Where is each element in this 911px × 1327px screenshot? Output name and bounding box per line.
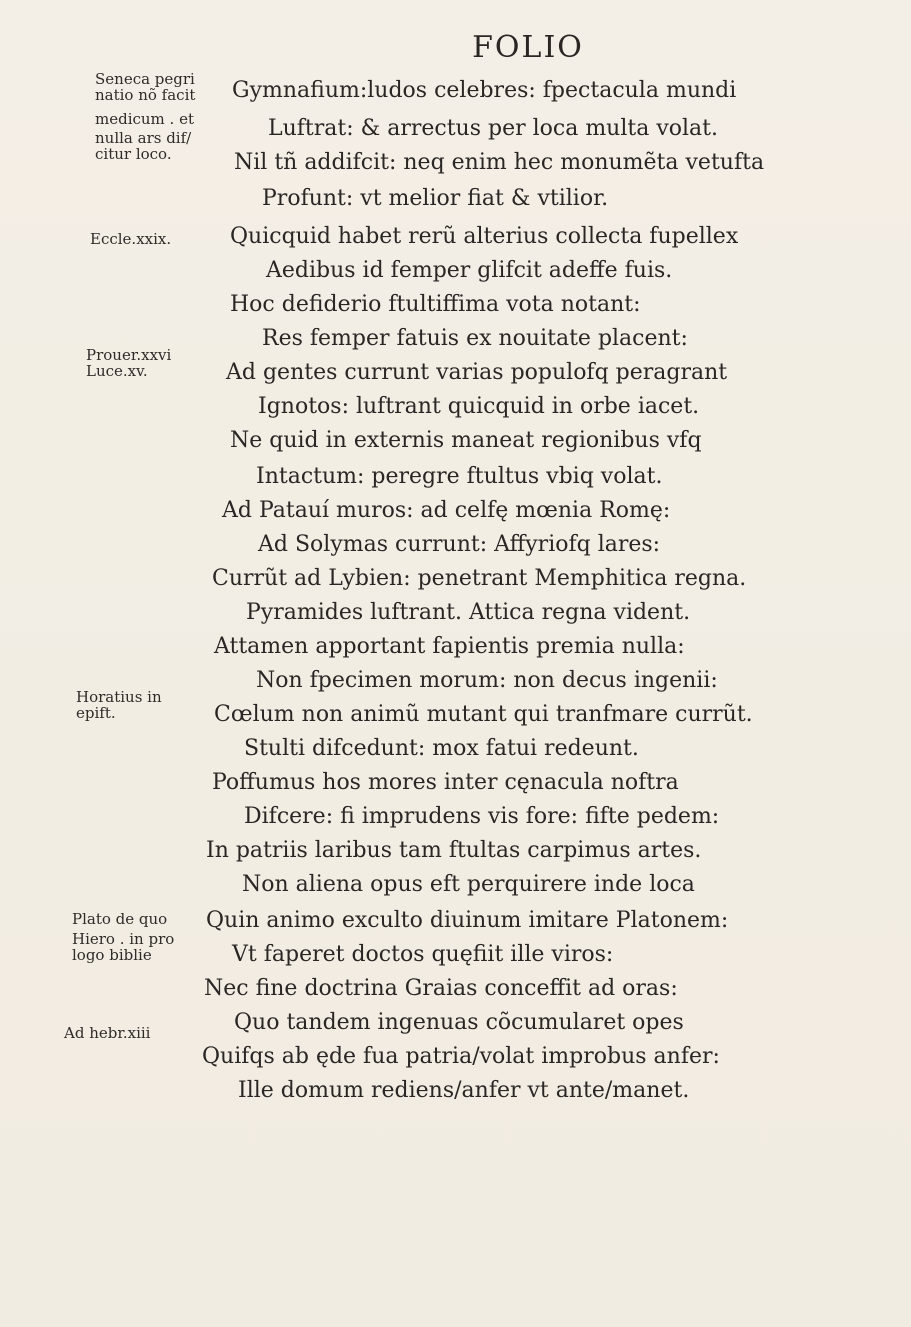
running-head: FOLIO [472,30,584,65]
verse-line: Difcere: fi imprudens vis fore: fifte pedem: [244,804,720,829]
gloss-line: Luce.xv. [86,361,148,380]
verse-line: Vt faperet doctos quęfiit ille viros: [232,942,614,967]
verse-line: Profunt: vt melior fiat & vtilior. [262,186,609,211]
verse-line: Ille domum rediens/anfer vt ante/manet. [238,1078,690,1103]
verse-line: Res femper fatuis ex nouitate placent: [262,326,688,351]
verse-line: Attamen apportant fapientis premia nulla: [214,634,685,659]
verse-line: Nec fine doctrina Graias conceffit ad oras: [204,976,678,1001]
verse-line: Ad Patauí muros: ad celfę mœnia Romę: [222,498,671,523]
gloss-line: logo biblie [72,945,152,964]
gloss-line: nulla ars dif/ [95,129,192,148]
gloss-line: Seneca pegri [95,70,195,88]
verse-line: Nil tñ addifcit: neq enim hec monumẽta vetufta [234,150,765,175]
verse-line: Ad Solymas currunt: Affyriofq lares: [258,532,661,557]
marginal-gloss [90,232,171,248]
verse-line: Cœlum non animũ mutant qui tranfmare currũt. [214,702,753,727]
verse-line: Ne quid in externis maneat regionibus vfq [230,428,702,453]
verse-line: Quin animo exculto diuinum imitare Platonem: [206,908,729,933]
verse-line: Non aliena opus eft perquirere inde loca [242,872,695,897]
gloss-line: Ad hebr.xiii [64,1024,151,1042]
gloss-line: citur loco. [95,145,172,163]
gloss-line: Horatius in [76,688,162,706]
gloss-line: natio nõ facit [95,85,196,104]
verse-line: Quo tandem ingenuas cõcumularet opes [234,1010,684,1035]
verse-line: Luftrat: & arrectus per loca multa volat. [268,116,719,141]
gloss-line: Prouer.xxvi [86,346,172,364]
gloss-line: Plato de quo [72,910,168,928]
verse-line: Currũt ad Lybien: penetrant Memphitica regna. [212,566,747,591]
gloss-line: medicum . et [95,109,194,128]
verse-line: Poffumus hos mores inter cęnacula noftra [212,770,679,795]
marginal-gloss [64,1026,150,1042]
verse-line: In patriis laribus tam ftultas carpimus artes. [206,838,702,863]
marginal-gloss [76,690,162,722]
verse-line: Gymnafium:ludos celebres: fpectacula mundi [232,78,737,103]
verse-line: Stulti difcedunt: mox fatui redeunt. [244,736,639,761]
verse-line: Non fpecimen morum: non decus ingenii: [256,668,718,693]
verse-line: Quifqs ab ęde fua patria/volat improbus anfer: [202,1044,720,1069]
gloss-line: Eccle.xxix. [90,230,172,248]
verse-line: Pyramides luftrant. Attica regna vident. [246,600,691,625]
marginal-gloss [72,912,174,963]
verse-line: Hoc defiderio ftultiffima vota notant: [230,292,641,317]
marginal-gloss [95,72,195,163]
gloss-line: epift. [76,703,116,722]
verse-line: Ignotos: luftrant quicquid in orbe iacet. [258,394,700,419]
verse-line: Quicquid habet rerũ alterius collecta fupellex [230,224,739,249]
verse-line: Ad gentes currunt varias populofq peragrant [226,360,728,385]
verse-line: Intactum: peregre ftultus vbiq volat. [256,464,663,489]
gloss-line: Hiero . in pro [72,929,175,948]
verse-line: Aedibus id femper glifcit adeffe fuis. [266,258,673,283]
marginal-gloss [86,348,171,380]
